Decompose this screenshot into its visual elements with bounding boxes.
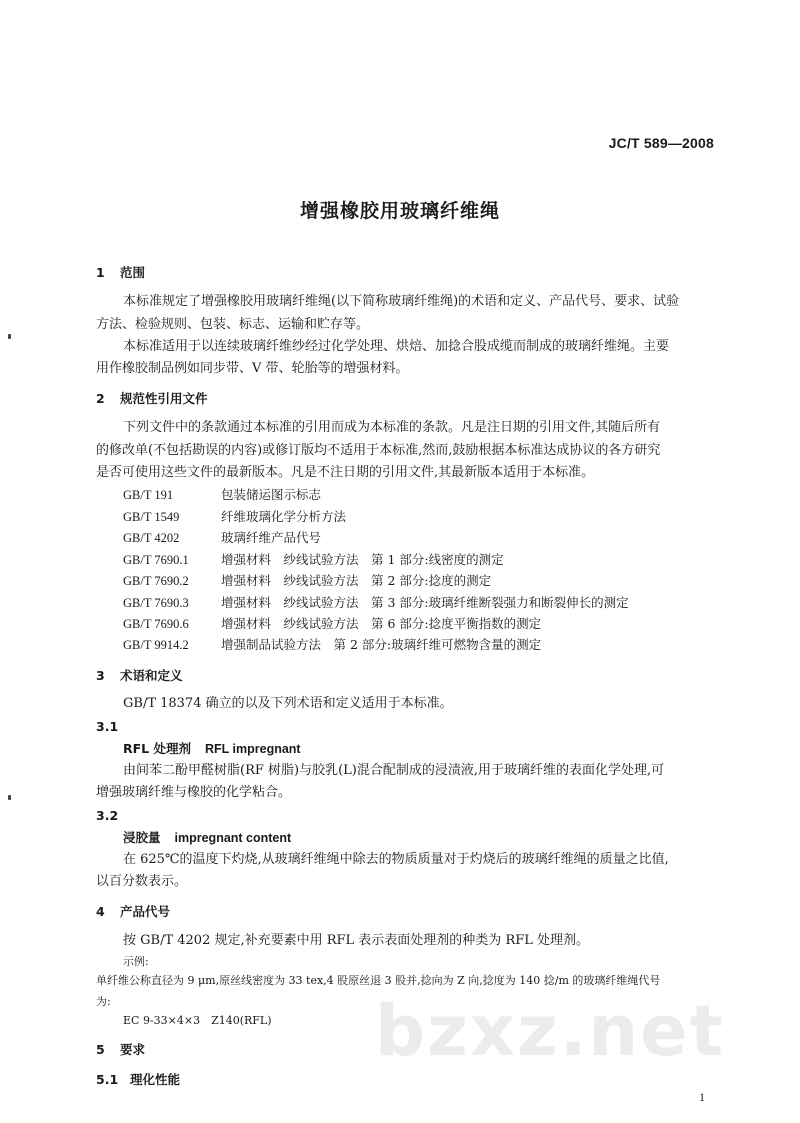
section-title: 术语和定义 <box>120 668 183 683</box>
paragraph-line: 按 GB/T 4202 规定,补充要素中用 RFL 表示表面处理剂的种类为 RFL 处理剂。 <box>123 933 590 948</box>
section-title: 要求 <box>120 1042 146 1057</box>
paragraph-line: GB/T 18374 确立的以及下列术语和定义适用于本标准。 <box>123 696 453 711</box>
paragraph-line: 用作橡胶制品例如同步带、V 带、轮胎等的增强材料。 <box>96 361 409 376</box>
example-line: 为: <box>96 995 111 1008</box>
scan-mark <box>8 334 11 339</box>
reference-item <box>123 637 541 653</box>
section-title: 规范性引用文件 <box>120 391 208 406</box>
paragraph-line: 本标准规定了增强橡胶用玻璃纤维绳(以下简称玻璃纤维绳)的术语和定义、产品代号、要求、试验 <box>123 294 680 309</box>
paragraph-line: 是否可使用这些文件的最新版本。凡是不注日期的引用文件,其最新版本适用于本标准。 <box>96 465 595 480</box>
term-number: 3.1 <box>96 719 119 734</box>
reference-item <box>123 616 541 632</box>
reference-item <box>123 530 321 546</box>
section-5-heading <box>96 1042 145 1058</box>
term-english: RFL impregnant <box>204 742 301 756</box>
term-heading <box>123 830 291 846</box>
section-2-heading <box>96 391 208 407</box>
paragraph-line: 下列文件中的条款通过本标准的引用而成为本标准的条款。凡是注日期的引用文件,其随后所有 <box>123 420 661 435</box>
page-number: 1 <box>699 1090 705 1104</box>
reference-code: GB/T 9914.2 <box>123 638 189 652</box>
reference-item <box>123 487 321 503</box>
subsection-5-1-heading <box>96 1072 180 1088</box>
term-heading <box>123 741 301 757</box>
term-number: 3.2 <box>96 808 119 823</box>
reference-title: 增强材料 纱线试验方法 第 3 部分:玻璃纤维断裂强力和断裂伸长的测定 <box>221 595 629 610</box>
paragraph-line: 以百分数表示。 <box>96 874 188 889</box>
product-code-example: EC 9-33×4×3 Z140(RFL) <box>123 1014 272 1027</box>
section-number: 3 <box>96 668 105 683</box>
paragraph-line: 在 625℃的温度下灼烧,从玻璃纤维绳中除去的物质质量对于灼烧后的玻璃纤维绳的质量之比值, <box>123 852 669 867</box>
reference-title: 增强材料 纱线试验方法 第 6 部分:捻度平衡指数的测定 <box>221 616 542 631</box>
reference-title: 包装储运图示标志 <box>221 487 322 502</box>
watermark: bzxz.net <box>375 990 726 1072</box>
reference-code: GB/T 7690.6 <box>123 617 189 631</box>
term-english: impregnant content <box>174 831 292 845</box>
reference-code: GB/T 7690.1 <box>123 553 189 567</box>
section-title: 产品代号 <box>120 904 171 919</box>
reference-code: GB/T 4202 <box>123 531 180 545</box>
paragraph-line: 由间苯二酚甲醛树脂(RF 树脂)与胶乳(L)混合配制成的浸渍液,用于玻璃纤维的表面化学处理,可 <box>123 763 665 778</box>
document-title: 增强橡胶用玻璃纤维绳 <box>299 200 500 222</box>
reference-item <box>123 573 491 589</box>
example-line: 单纤维公称直径为 9 μm,原丝线密度为 33 tex,4 股原丝退 3 股并,捻向为 Z 向,捻度为 140 捻/m 的玻璃纤维绳代号 <box>96 974 661 987</box>
reference-title: 增强制品试验方法 第 2 部分:玻璃纤维可燃物含量的测定 <box>221 637 542 652</box>
reference-item <box>123 509 346 525</box>
section-number: 2 <box>96 391 105 406</box>
section-number: 4 <box>96 904 105 919</box>
section-number: 1 <box>96 265 105 280</box>
paragraph-line: 增强玻璃纤维与橡胶的化学粘合。 <box>96 785 292 800</box>
term-chinese: 浸胶量 <box>123 830 161 845</box>
scan-mark <box>8 795 11 800</box>
standard-number: JC/T 589—2008 <box>608 135 714 151</box>
section-4-heading <box>96 904 170 920</box>
reference-item <box>123 595 629 611</box>
term-chinese: RFL 处理剂 <box>123 741 191 756</box>
example-label: 示例: <box>123 955 149 968</box>
section-3-heading <box>96 668 183 684</box>
section-title: 理化性能 <box>130 1072 181 1087</box>
reference-title: 增强材料 纱线试验方法 第 2 部分:捻度的测定 <box>221 573 492 588</box>
reference-code: GB/T 7690.3 <box>123 596 189 610</box>
section-title: 范围 <box>120 265 146 280</box>
reference-title: 纤维玻璃化学分析方法 <box>221 509 347 524</box>
reference-item <box>123 552 504 568</box>
reference-code: GB/T 7690.2 <box>123 574 189 588</box>
reference-code: GB/T 1549 <box>123 510 180 524</box>
reference-code: GB/T 191 <box>123 488 174 502</box>
section-number: 5 <box>96 1042 105 1057</box>
section-1-heading <box>96 265 145 281</box>
paragraph-line: 的修改单(不包括勘误的内容)或修订版均不适用于本标准,然而,鼓励根据本标准达成协议的各方研究 <box>96 443 661 458</box>
section-number: 5.1 <box>96 1072 119 1087</box>
reference-title: 玻璃纤维产品代号 <box>221 530 322 545</box>
paragraph-line: 方法、检验规则、包装、标志、运输和贮存等。 <box>96 317 370 332</box>
paragraph-line: 本标准适用于以连续玻璃纤维纱经过化学处理、烘焙、加捻合股成缆而制成的玻璃纤维绳。主要 <box>123 339 670 354</box>
reference-title: 增强材料 纱线试验方法 第 1 部分:线密度的测定 <box>221 552 504 567</box>
